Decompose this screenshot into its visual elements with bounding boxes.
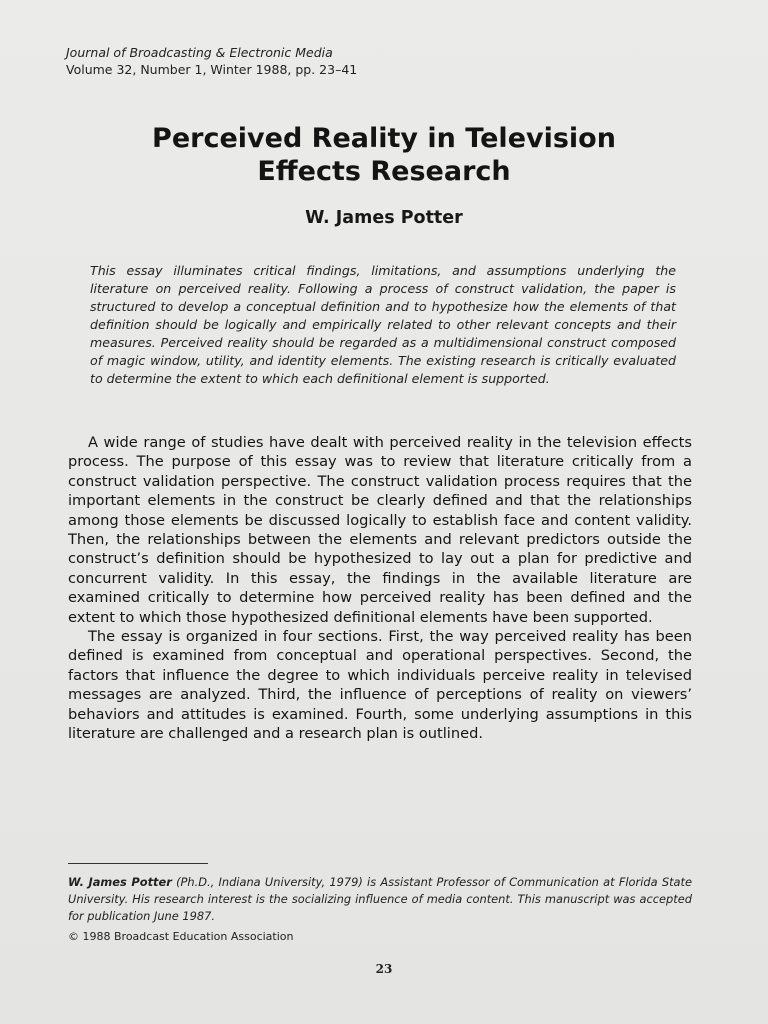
journal-name: Journal of Broadcasting & Electronic Media (66, 45, 333, 60)
body-paragraph-2: The essay is organized in four sections. First, the way perceived reality has been defined is examined from conceptual and operational perspectives. Second, the factors that influence the degree to which individuals perceive reality in televised messages are analyzed. Third, the influence of perceptions of reality on viewers’ behaviors and attitudes is examined. Fourth, some underlying assumptions in this literature are challenged and a research plan is outlined. (68, 628, 692, 743)
journal-volume: Volume 32, Number 1, Winter 1988, pp. 23–41 (66, 62, 358, 77)
page-number: 23 (375, 962, 393, 976)
footnote-divider (68, 863, 208, 864)
article-title (0, 122, 768, 188)
article-title-line-2: Effects Research (257, 156, 511, 187)
abstract: This essay illuminates critical findings, limitations, and assumptions underlying the literature on perceived reality. Following a process of construct validation, the paper is structured to develop a conceptual definition and to hypothesize how the elements of that definition should be logically and empirically related to other relevant concepts and their measures. Perceived reality should be regarded as a multidimensional construct composed of magic window, utility, and identity elements. The existing research is critically evaluated to determine the extent to which each definitional element is supported. (90, 263, 676, 386)
copyright-notice: © 1988 Broadcast Education Association (68, 930, 294, 943)
author-footnote (68, 874, 692, 925)
footnote-author-name: W. James Potter (68, 875, 172, 889)
body-paragraph-1: A wide range of studies have dealt with perceived reality in the television effects process. The purpose of this essay was to review that literature critically from a construct validation perspective. The construct validation process requires that the important elements in the construct be clearly defined and that the relationships among those elements be discussed logically to establish face and content validity. Then, the relationships between the elements and relevant predictors outside the construct’s definition should be hypothesized to lay out a plan for predictive and concurrent validity. In this essay, the findings in the available literature are examined critically to determine how perceived reality has been defined and the extent to which those hypothesized definitional elements have been supported. (68, 434, 692, 626)
footnote-text: (Ph.D., Indiana University, 1979) is Assistant Professor of Communication at Florida State University. His research interest is the socializing influence of media content. This manuscript was accepted for publication June 1987. (68, 875, 692, 923)
journal-header (66, 44, 357, 78)
article-body (68, 433, 692, 744)
article-title-line-1: Perceived Reality in Television (152, 123, 616, 154)
article-author: W. James Potter (305, 208, 463, 228)
